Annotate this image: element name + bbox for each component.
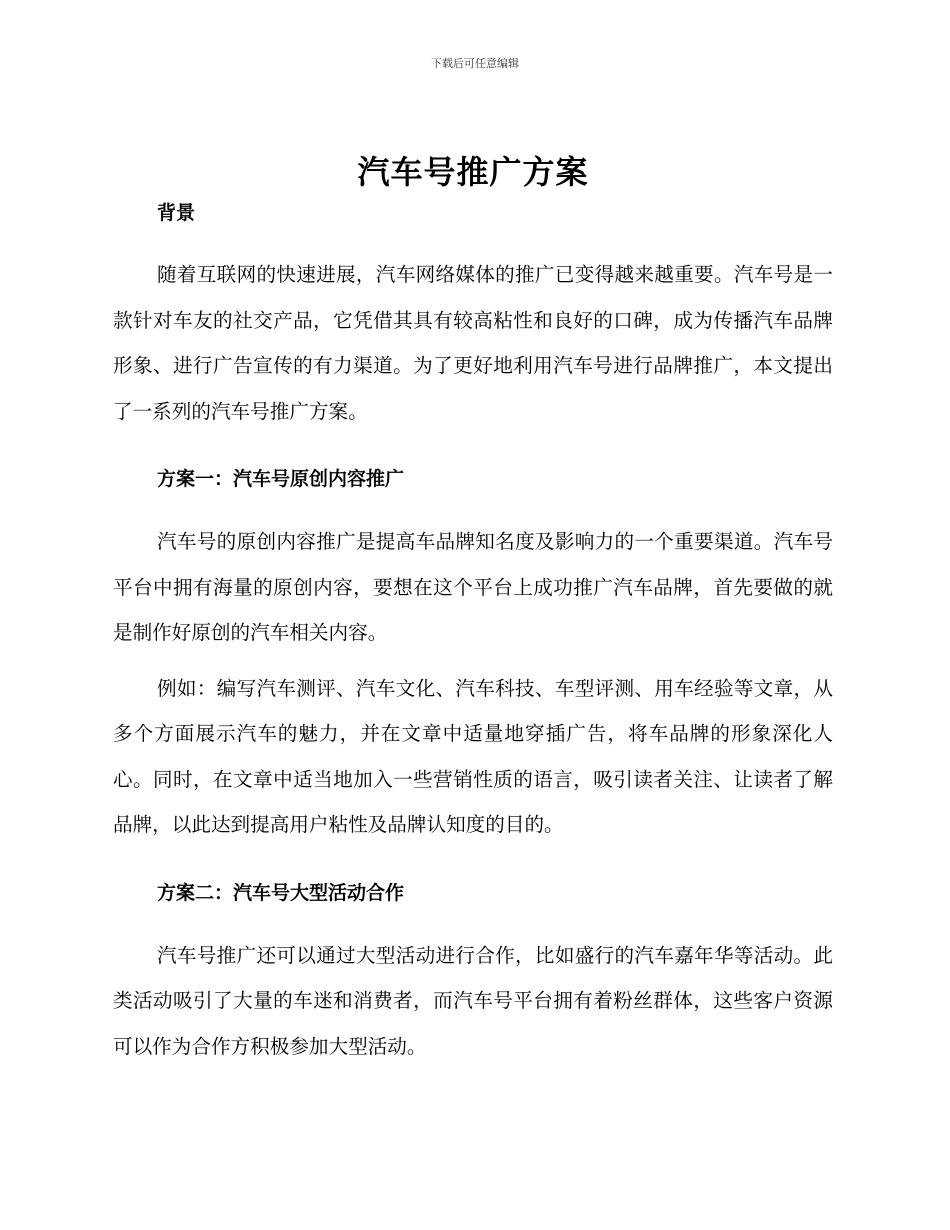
section-plan-2 xyxy=(113,880,833,1070)
document-body xyxy=(113,150,833,1069)
document-title: 汽车号推广方案 xyxy=(357,153,589,191)
section-plan-1 xyxy=(113,466,833,848)
section-background xyxy=(113,200,833,434)
paragraph: 汽车号的原创内容推广是提高车品牌知名度及影响力的一个重要渠道。汽车号平台中拥有海量的原创内容，要想在这个平台上成功推广汽车品牌，首先要做的就是制作好原创的汽车相关内容。 xyxy=(113,530,833,644)
section-heading-plan-2: 方案二：汽车号大型活动合作 xyxy=(157,881,405,904)
section-heading-plan-1: 方案一：汽车号原创内容推广 xyxy=(157,468,405,490)
paragraph: 例如：编写汽车测评、汽车文化、汽车科技、车型评测、用车经验等文章，从多个方面展示汽车的魅力，并在文章中适量地穿插广告，将车品牌的形象深化人心。同时，在文章中适当地加入一些营销性质的语言，吸引读者关注、让读者了解品牌，以此达到提高用户粘性及品牌认知度的目的。 xyxy=(113,676,833,836)
header-note: 下载后可任意编辑 xyxy=(431,57,519,70)
paragraph: 随着互联网的快速进展，汽车网络媒体的推广已变得越来越重要。汽车号是一款针对车友的社交产品，它凭借其具有较高粘性和良好的口碑，成为传播汽车品牌形象、进行广告宣传的有力渠道。为了更好地利用汽车号进行品牌推广，本文提出了一系列的汽车号推广方案。 xyxy=(113,263,833,423)
paragraph: 汽车号推广还可以通过大型活动进行合作，比如盛行的汽车嘉年华等活动。此类活动吸引了大量的车迷和消费者，而汽车号平台拥有着粉丝群体，这些客户资源可以作为合作方积极参加大型活动。 xyxy=(113,943,833,1058)
section-heading-background: 背景 xyxy=(157,202,196,224)
